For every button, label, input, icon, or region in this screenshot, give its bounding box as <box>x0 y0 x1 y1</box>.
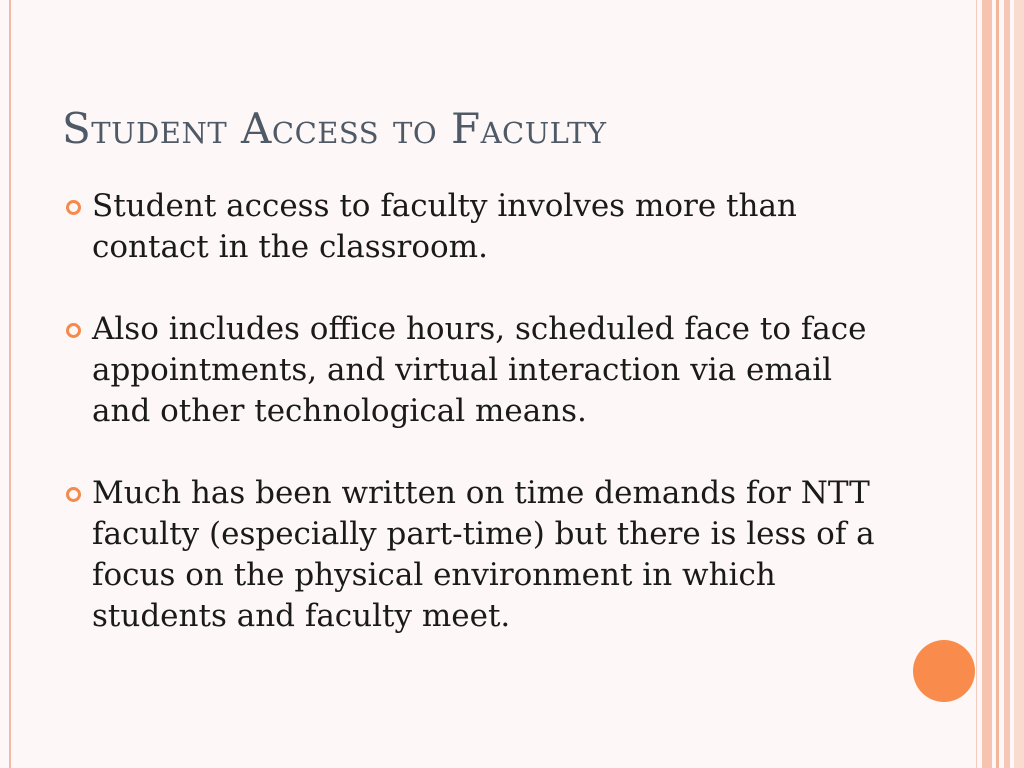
right-decorative-stripes <box>976 0 1024 768</box>
slide-title: Student Access to Faculty <box>62 104 607 153</box>
ring-bullet-icon <box>66 487 81 502</box>
bullet-list <box>62 186 882 678</box>
stripe <box>996 0 999 768</box>
stripe <box>1004 0 1010 768</box>
bullet-text: Also includes office hours, scheduled face to face appointments, and virtual interaction via email and other technological means. <box>92 311 867 429</box>
bullet-item <box>62 473 882 637</box>
bullet-text: Student access to faculty involves more than contact in the classroom. <box>92 188 797 265</box>
bullet-item <box>62 186 882 268</box>
stripe <box>1014 0 1024 768</box>
orange-accent-circle <box>913 640 975 702</box>
bullet-text: Much has been written on time demands for NTT faculty (especially part-time) but there is less of a focus on the physical environment in which students and faculty meet. <box>92 475 875 634</box>
stripe <box>982 0 992 768</box>
ring-bullet-icon <box>66 323 81 338</box>
ring-bullet-icon <box>66 200 81 215</box>
left-border-line <box>9 0 11 768</box>
bullet-item <box>62 309 882 432</box>
stripe <box>976 0 977 768</box>
